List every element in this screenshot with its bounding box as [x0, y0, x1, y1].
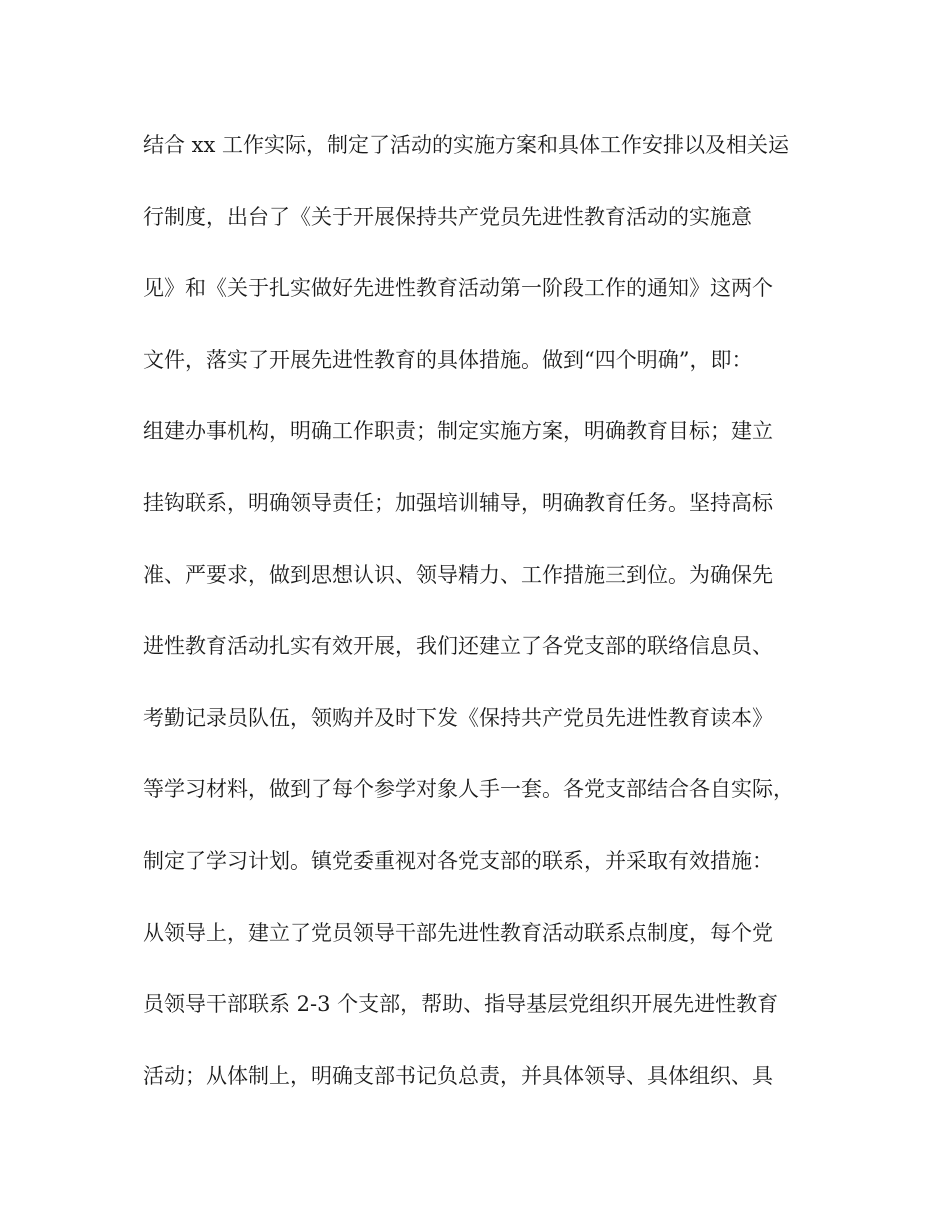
text-line: 准、严要求，做到思想认识、领导精力、工作措施三到位。为确保先 — [143, 562, 773, 587]
text-line: 挂钩联系，明确领导责任；加强培训辅导，明确教育任务。坚持高标 — [143, 490, 773, 515]
text-line: 考勤记录员队伍，领购并及时下发《保持共产党员先进性教育读本》 — [143, 705, 773, 730]
text-line: 从领导上，建立了党员领导干部先进性教育活动联系点制度，每个党 — [143, 920, 773, 945]
body-text — [143, 127, 823, 1129]
text-line: 结合 xx 工作实际，制定了活动的实施方案和具体工作安排以及相关运 — [143, 133, 790, 157]
text-line: 行制度，出台了《关于开展保持共产党员先进性教育活动的实施意 — [143, 204, 752, 229]
text-line: 等学习材料，做到了每个参学对象人手一套。各党支部结合各自实际， — [143, 777, 794, 802]
text-line: 见》和《关于扎实做好先进性教育活动第一阶段工作的通知》这两个 — [143, 276, 773, 301]
text-line: 文件，落实了开展先进性教育的具体措施。做到“四个明确”，即： — [143, 347, 753, 372]
text-line: 活动；从体制上，明确支部书记负总责，并具体领导、具体组织、具 — [143, 1063, 773, 1088]
text-line: 进性教育活动扎实有效开展，我们还建立了各党支部的联络信息员、 — [143, 634, 773, 659]
text-line: 制定了学习计划。镇党委重视对各党支部的联系，并采取有效措施： — [143, 848, 773, 873]
text-line: 员领导干部联系 2-3 个支部，帮助、指导基层党组织开展先进性教育 — [143, 992, 779, 1017]
text-line: 组建办事机构，明确工作职责；制定实施方案，明确教育目标；建立 — [143, 419, 773, 444]
